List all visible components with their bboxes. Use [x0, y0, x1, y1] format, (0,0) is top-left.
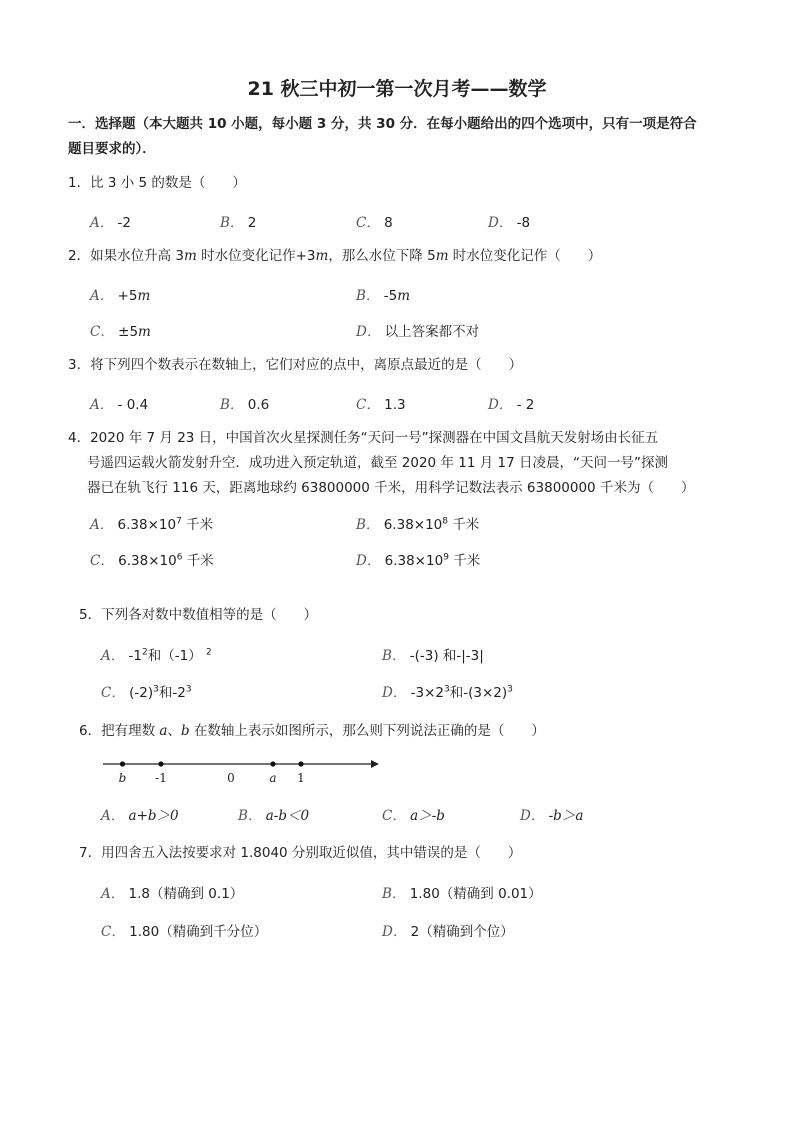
number-line-point-4	[298, 761, 303, 766]
number-line-figure	[95, 752, 385, 788]
question-5-stem: 5．下列各对数中数值相等的是（ ）	[79, 607, 318, 623]
q7-option-d[interactable]: D． 2（精确到个位）	[382, 924, 514, 940]
q4-option-d[interactable]: D． $6.38\times 10^9$ 千米	[356, 552, 481, 569]
page-title: 21 秋三中初一第一次月考——数学	[247, 78, 547, 100]
q2-option-a[interactable]: A． +5m	[90, 288, 151, 304]
q7-option-a[interactable]: A． 1.8（精确到 0.1）	[101, 886, 244, 902]
number-line-point-3	[270, 761, 275, 766]
number-line-label-3: a	[269, 771, 277, 785]
q3-option-d[interactable]: D． - 2	[488, 397, 535, 413]
q5-option-c[interactable]: C． $(-2)^3$和$-2^3$	[101, 684, 192, 701]
q1-option-a[interactable]: A． -2	[90, 215, 132, 231]
question-4-line-3: 器已在轨飞行 116 天，距离地球约 63800000 千米，用科学记数法表示 63800000 千米为（ ）	[87, 480, 695, 496]
q4-option-b[interactable]: B． $6.38\times 10^8$ 千米	[356, 516, 480, 533]
q5-option-a[interactable]: A． $-1^2$和（-1） $^2$	[101, 647, 212, 664]
number-line-label-4: 1	[297, 771, 305, 785]
q2-option-c[interactable]: C． ±5m	[90, 324, 151, 340]
number-line-arrow	[371, 760, 379, 768]
q6-option-d[interactable]: D． -b＞a	[520, 808, 584, 824]
question-1-stem: 1．比 3 小 5 的数是（ ）	[68, 175, 246, 191]
number-line-label-1: -1	[155, 771, 167, 785]
q2-option-b[interactable]: B． -5m	[356, 288, 410, 304]
number-line-label-0: b	[118, 771, 127, 785]
q1-option-c[interactable]: C． 8	[356, 215, 393, 231]
question-4-line-2: 号遥四运载火箭发射升空．成功进入预定轨道，截至 2020 年 11 月 17 日凌晨，“天问一号”探测	[87, 455, 668, 471]
question-4-line-1: 4．2020 年 7 月 23 日，中国首次火星探测任务“天问一号”探测器在中国文昌航天发射场由长征五	[68, 430, 659, 446]
q7-option-c[interactable]: C． 1.80（精确到千分位）	[101, 924, 268, 940]
q3-option-a[interactable]: A． - 0.4	[90, 397, 149, 413]
question-7-stem: 7．用四舍五入法按要求对 1.8040 分别取近似值，其中错误的是（ ）	[79, 845, 522, 861]
q2-option-d[interactable]: D． 以上答案都不对	[356, 324, 480, 340]
q7-option-b[interactable]: B． 1.80（精确到 0.01）	[382, 886, 542, 902]
q6-option-a[interactable]: A． a+b＞0	[101, 808, 179, 824]
q4-option-a[interactable]: A． $6.38\times 10^7$ 千米	[90, 516, 214, 533]
q6-option-b[interactable]: B． a-b＜0	[238, 808, 310, 824]
q1-option-b[interactable]: B． 2	[220, 215, 257, 231]
q5-option-b[interactable]: B． -(-3) 和-|-3|	[382, 648, 484, 664]
question-6-stem: 6．把有理数 a、b 在数轴上表示如图所示，那么则下列说法正确的是（ ）	[79, 723, 545, 739]
number-line-point-1	[158, 761, 163, 766]
question-2-stem: 2．如果水位升高 3m 时水位变化记作+3m，那么水位下降 5m 时水位变化记作（ ）	[68, 248, 602, 264]
q3-option-b[interactable]: B． 0.6	[220, 397, 270, 413]
section-heading: 一．选择题（本大题共 10 小题，每小题 3 分，共 30 分．在每小题给出的四个选项中，只有一项是符合题目要求的）．	[68, 116, 697, 157]
q3-option-c[interactable]: C． 1.3	[356, 397, 406, 413]
q6-option-c[interactable]: C． a＞-b	[382, 808, 445, 824]
q5-option-d[interactable]: D． $-3\times 2^3$和$-(3\times 2)^3$	[382, 684, 513, 701]
number-line-label-2: 0	[227, 771, 235, 785]
question-3-stem: 3．将下列四个数表示在数轴上，它们对应的点中，离原点最近的是（ ）	[68, 357, 523, 373]
number-line-point-0	[120, 761, 125, 766]
q1-option-d[interactable]: D． -8	[488, 215, 531, 231]
q4-option-c[interactable]: C． $6.38\times 10^6$ 千米	[90, 552, 214, 569]
